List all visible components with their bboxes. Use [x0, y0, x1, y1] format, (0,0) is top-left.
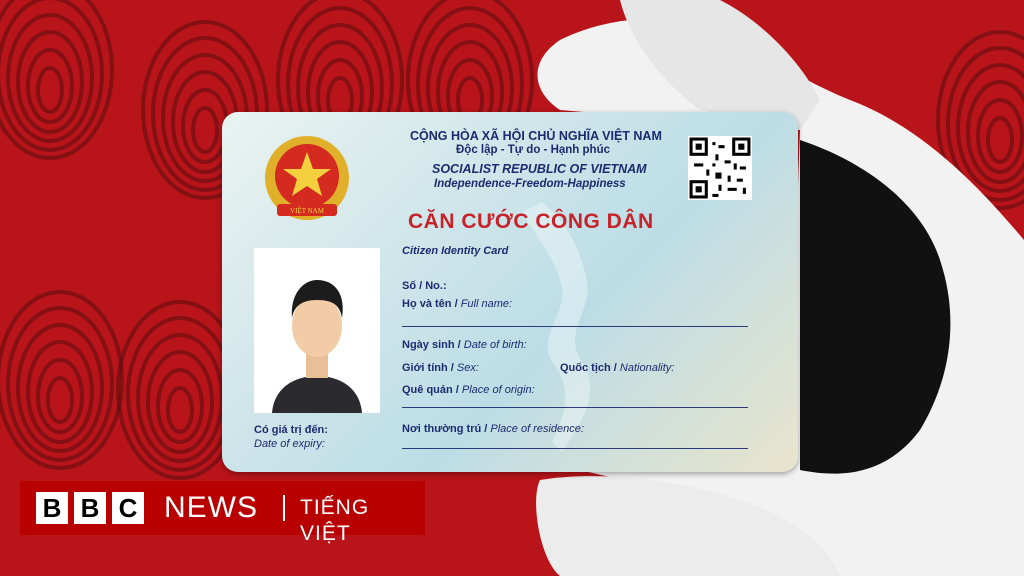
id-card [222, 112, 798, 472]
field-sex-vi: Giới tính / [402, 362, 457, 374]
field-residence-line [402, 448, 748, 449]
field-origin-en: Place of origin: [461, 384, 535, 396]
field-residence-label [402, 423, 584, 435]
bbc-divider [283, 495, 285, 521]
field-dob-vi: Ngày sinh / [402, 339, 464, 351]
bbc-logo-letter: B [36, 492, 68, 524]
field-sex-en: Sex: [456, 362, 479, 374]
field-origin-label [402, 384, 535, 396]
national-emblem-icon [262, 132, 352, 224]
motto-en: Independence-Freedom-Happiness [434, 178, 626, 190]
field-residence-vi: Nơi thường trú / [402, 423, 491, 435]
motto-vi: Độc lập - Tự do - Hạnh phúc [456, 144, 610, 156]
bbc-language-label: TIẾNG VIỆT [300, 496, 370, 545]
bbc-news-banner [20, 481, 425, 545]
field-dob-en: Date of birth: [463, 339, 527, 351]
field-full-name-line [402, 326, 748, 327]
field-sex-label [402, 362, 479, 374]
bbc-logo-letter: C [112, 492, 144, 524]
card-title-vi: CĂN CƯỚC CÔNG DÂN [408, 210, 654, 233]
field-expiry-en: Date of expiry: [254, 438, 325, 450]
field-full-name-en: Full name: [460, 298, 513, 310]
bbc-news-wordmark: NEWS [164, 491, 258, 524]
field-full-name-vi: Họ và tên / [402, 298, 461, 310]
portrait-photo [254, 248, 380, 413]
field-full-name-label [402, 298, 512, 310]
bbc-logo-letter: B [74, 492, 106, 524]
field-nationality-en: Nationality: [619, 362, 675, 374]
qr-code-icon [688, 136, 752, 200]
card-title-en: Citizen Identity Card [402, 245, 509, 257]
field-expiry-vi: Có giá trị đến: [254, 424, 328, 436]
country-name-vi: CỘNG HÒA XÃ HỘI CHỦ NGHĨA VIỆT NAM [410, 129, 662, 143]
field-origin-line [402, 407, 748, 408]
field-origin-vi: Quê quán / [402, 384, 462, 396]
field-dob-label [402, 339, 527, 351]
field-nationality-vi: Quốc tịch / [560, 362, 620, 374]
field-residence-en: Place of residence: [490, 423, 584, 435]
emblem-caption: VIỆT NAM [290, 207, 324, 215]
country-name-en: SOCIALIST REPUBLIC OF VIETNAM [432, 162, 647, 176]
field-number-label: Số / No.: [402, 280, 447, 292]
person-avatar-icon [254, 248, 380, 413]
field-nationality-label [560, 362, 674, 374]
